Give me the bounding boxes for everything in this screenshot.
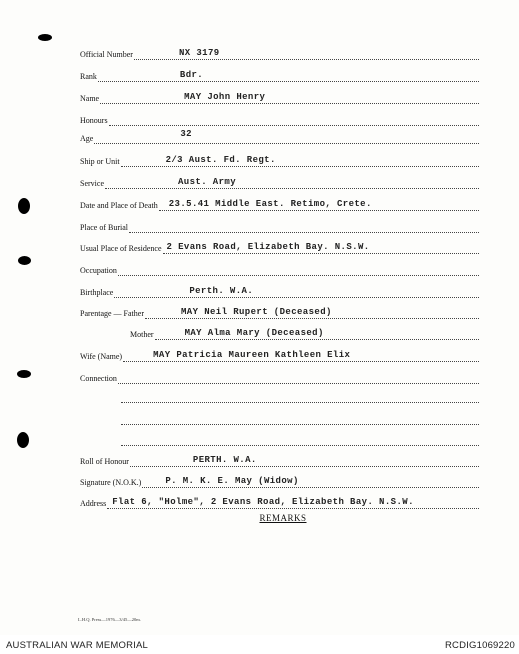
field-honours [80,110,479,126]
field-value: MAY Patricia Maureen Kathleen Elix [153,350,351,360]
field-address [80,493,479,509]
field-value: 2/3 Aust. Fd. Regt. [165,155,276,165]
field-label: Service [80,179,104,188]
field-label: Wife (Name) [80,352,123,361]
field-official-number [80,44,479,60]
field-place-of-burial [80,217,479,233]
field-value: P. M. K. E. May (Widow) [165,476,299,486]
field-value: Flat 6, "Holme", 2 Evans Road, Elizabeth Bay. N.S.W. [112,497,414,507]
field-label: Mother [130,330,154,339]
field-father [80,303,479,319]
field-value: MAY John Henry [184,92,266,102]
punch-hole [18,198,30,214]
field-connection [80,368,479,384]
field-value: Bdr. [179,70,204,80]
field-label: Honours [80,116,108,125]
field-label: Place of Burial [80,223,128,232]
field-label: Rank [80,72,97,81]
archive-footer [0,636,519,654]
field-value: MAY Neil Rupert (Deceased) [180,307,332,317]
connection-line [120,387,479,403]
field-birthplace [80,282,479,298]
field-label: Connection [80,374,117,383]
record-id: RCDIG1069220 [445,640,515,651]
field-label: Birthplace [80,288,114,297]
field-value: 23.5.41 Middle East. Retimo, Crete. [168,199,372,209]
field-value: NX 3179 [178,48,220,58]
field-value: 2 Evans Road, Elizabeth Bay. N.S.W. [166,242,370,252]
field-value: Perth. W.A. [189,286,254,296]
field-age [80,128,479,144]
field-label: Ship or Unit [80,157,120,166]
field-rank [80,66,479,82]
field-label: Signature (N.O.K.) [80,478,142,487]
field-mother [130,324,479,340]
field-roll-of-honour [80,451,479,467]
field-name [80,88,479,104]
field-label: Roll of Honour [80,457,129,466]
field-occupation [80,260,479,276]
field-value: Aust. Army [178,177,237,187]
field-label: Occupation [80,266,117,275]
connection-line [120,430,479,446]
field-ship-or-unit [80,151,479,167]
field-value: 32 [180,129,192,139]
field-usual-residence [80,238,479,254]
printer-footnote: L.H.Q. Press—1976—3/45—20m. [78,617,141,622]
punch-hole [38,34,52,41]
field-wife [80,346,479,362]
field-service [80,173,479,189]
field-value: MAY Alma Mary (Deceased) [184,328,324,338]
connection-line [120,409,479,425]
punch-hole [17,432,29,448]
archive-name: AUSTRALIAN WAR MEMORIAL [6,640,149,651]
remarks-heading: REMARKS [259,513,307,523]
punch-hole [17,370,31,378]
field-label: Name [80,94,100,103]
field-value: PERTH. W.A. [192,455,257,465]
field-signature-nok [80,472,479,488]
field-label: Address [80,499,107,508]
field-label: Date and Place of Death [80,201,158,210]
field-label: Official Number [80,50,133,59]
field-label: Age [80,134,94,143]
field-label: Usual Place of Residence [80,244,162,253]
field-date-place-death [80,195,479,211]
field-label: Parentage — Father [80,309,144,318]
punch-hole [18,256,31,265]
